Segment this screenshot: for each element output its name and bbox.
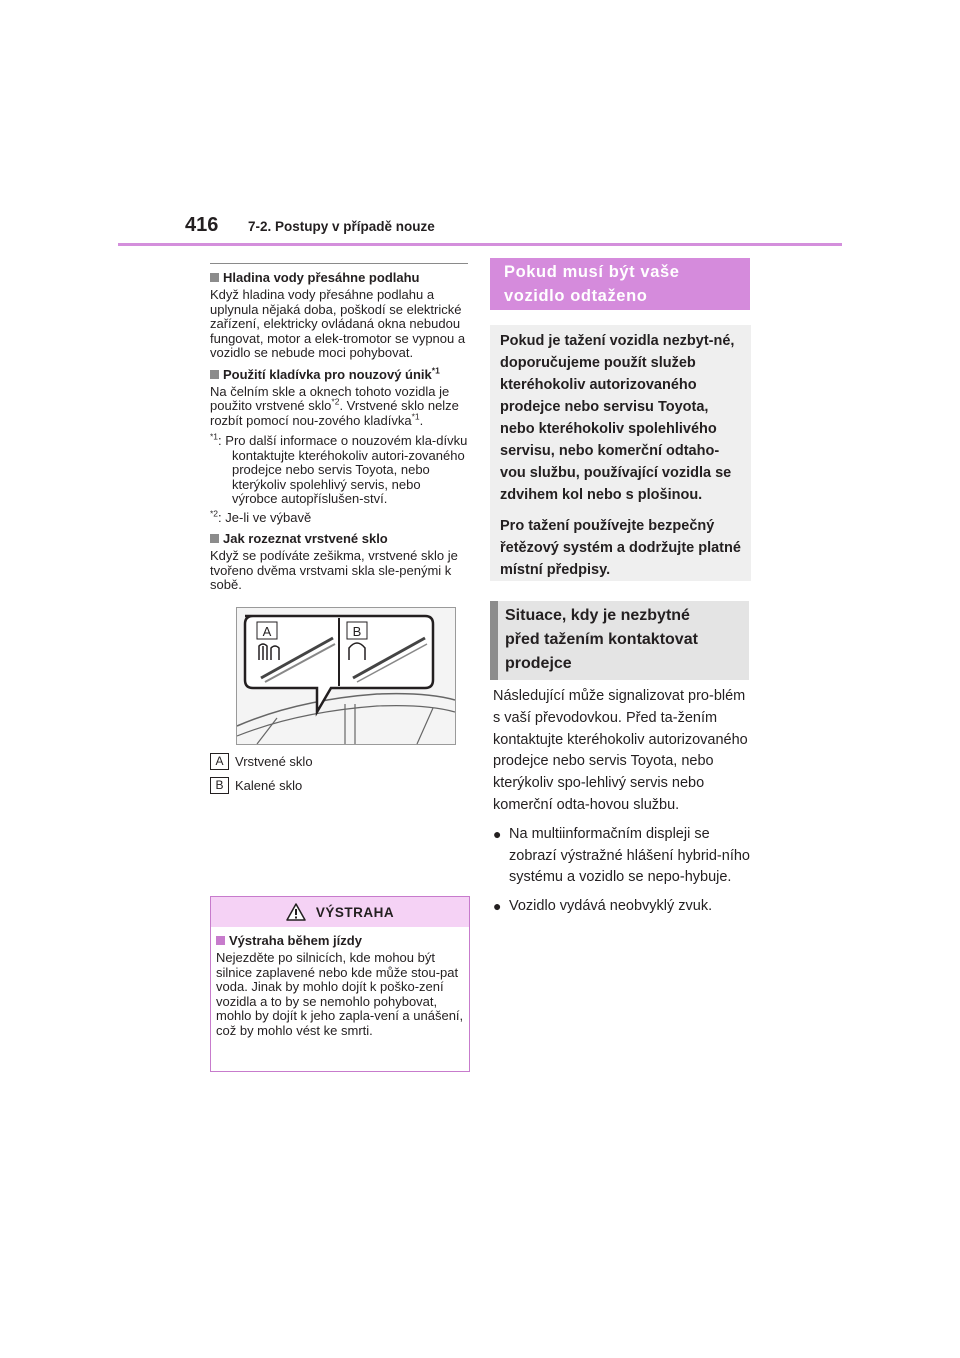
header-rule [118, 243, 842, 246]
towing-title-line-2: vozidlo odtaženo [504, 287, 648, 305]
left-column [210, 263, 468, 801]
subhead-water-level: Hladina vody přesáhne podlahu [210, 270, 468, 286]
warning-text: Nejezděte po silnicích, kde mohou být silnice zaplavené nebo kde může stou-pat voda. Jinak by mohlo dojít k poško-zení vozidla a to by se nemohlo pohybovat, mohlo by dojít k jeho zapla-vení a unášení, což by mohlo vést ke smrti. [216, 950, 464, 1038]
towing-title-line-1: Pokud musí být vaše [504, 263, 680, 281]
section-rule [210, 263, 468, 264]
legend-text-b: Kalené sklo [235, 778, 303, 793]
square-bullet-icon [210, 273, 219, 282]
subhead-hammer: Použití kladívka pro nouzový únik$^{*1}$ [210, 367, 468, 383]
page-number: 416 [185, 214, 219, 236]
legend-item-a [210, 753, 468, 771]
figure-label-b: B [352, 623, 362, 639]
glass-comparison-illustration [237, 608, 455, 744]
dealer-contact-intro: Následující může signalizovat pro-blém s vaší převodovkou. Před ta-žením kontaktujte kteréhokoliv autorizovaného prodejce nebo servis Toyota, nebo kterýkoliv spo-lehlivý servis nebo komerční odta-hovou službu. [493, 688, 748, 813]
list-item: ● Na multiinformačním displeji se zobrazí výstražné hlášení hybrid-ního systému a vozidlo se nepo-hybuje. [493, 824, 755, 889]
section-title-line-3: prodejce [505, 655, 572, 672]
dealer-contact-section-header [490, 601, 749, 680]
footnote-1: $^{*1}$: Pro další informace o nouzovém kla-dívku kontaktujte kteréhokoliv autori-zovaného prodejce nebo servis Toyota, nebo kterýkoliv spolehlivý servis, nebo výrobce autopříslušen-ství. [210, 431, 468, 506]
legend-text-a: Vrstvené sklo [235, 754, 313, 769]
warning-body [211, 927, 469, 1038]
footnote-2: $^{*2}$: Je-li ve výbavě [210, 508, 312, 525]
towing-info-box [490, 325, 751, 581]
chapter-title: 7-2. Postupy v případě nouze [248, 219, 435, 234]
square-bullet-icon [210, 370, 219, 379]
laminated-text: Když se podíváte zešikma, vrstvené sklo je tvořeno dvěma vrstvami skla sle-penými k sobě. [210, 548, 458, 592]
legend-tag-b: B [210, 777, 229, 794]
warning-header [211, 897, 469, 927]
subhead-laminated: Jak rozeznat vrstvené sklo [210, 531, 468, 547]
section-accent-bar [490, 601, 498, 680]
legend-tag-a: A [210, 753, 229, 770]
warning-subhead: Výstraha během jízdy [216, 933, 465, 949]
square-bullet-icon [210, 534, 219, 543]
bullet-dot-icon: ● [493, 898, 502, 915]
section-title-line-2: před tažením kontaktovat [505, 631, 698, 648]
list-item: ● Vozidlo vydává neobvyklý zvuk. [493, 896, 755, 918]
towing-info-p1: Pokud je tažení vozidla nezbyt-né, doporučujeme použít služeb kteréhokoliv autorizovaného prodejce nebo servisu Toyota, nebo kteréhokoliv spolehlivého servisu, nebo komerční odtaho-vou službu, používající vozidla se zdvihem kol nebo s plošinou. [500, 333, 735, 503]
bullet-dot-icon: ● [493, 825, 502, 842]
warning-title: VÝSTRAHA [315, 904, 395, 920]
towing-section-header [490, 258, 750, 310]
hammer-text: Na čelním skle a oknech tohoto vozidla je použito vrstvené sklo$^{*2}$. Vrstvené sklo nelze rozbít pomocí nou-zového kladívka$^{*1}$. [210, 383, 459, 428]
legend-item-b [210, 777, 468, 795]
dealer-contact-body [493, 686, 755, 918]
warning-triangle-icon [286, 903, 306, 921]
section-title-line-1: Situace, kdy je nezbytné [505, 607, 690, 624]
figure-label-a: A [262, 623, 272, 639]
towing-info-p2: Pro tažení používejte bezpečný řetězový systém a dodržujte platné místní předpisy. [500, 518, 741, 578]
square-bullet-icon [216, 936, 225, 945]
glass-illustration [236, 607, 456, 745]
water-level-text: Když hladina vody přesáhne podlahu a uplynula nějaká doba, poškodí se elektrické zařízení, elektricky ovládaná okna nebudou fungovat, motor a elek-tromotor se vypnou a vozidlo se nebude moci pohybovat. [210, 287, 466, 360]
warning-box [210, 896, 470, 1072]
